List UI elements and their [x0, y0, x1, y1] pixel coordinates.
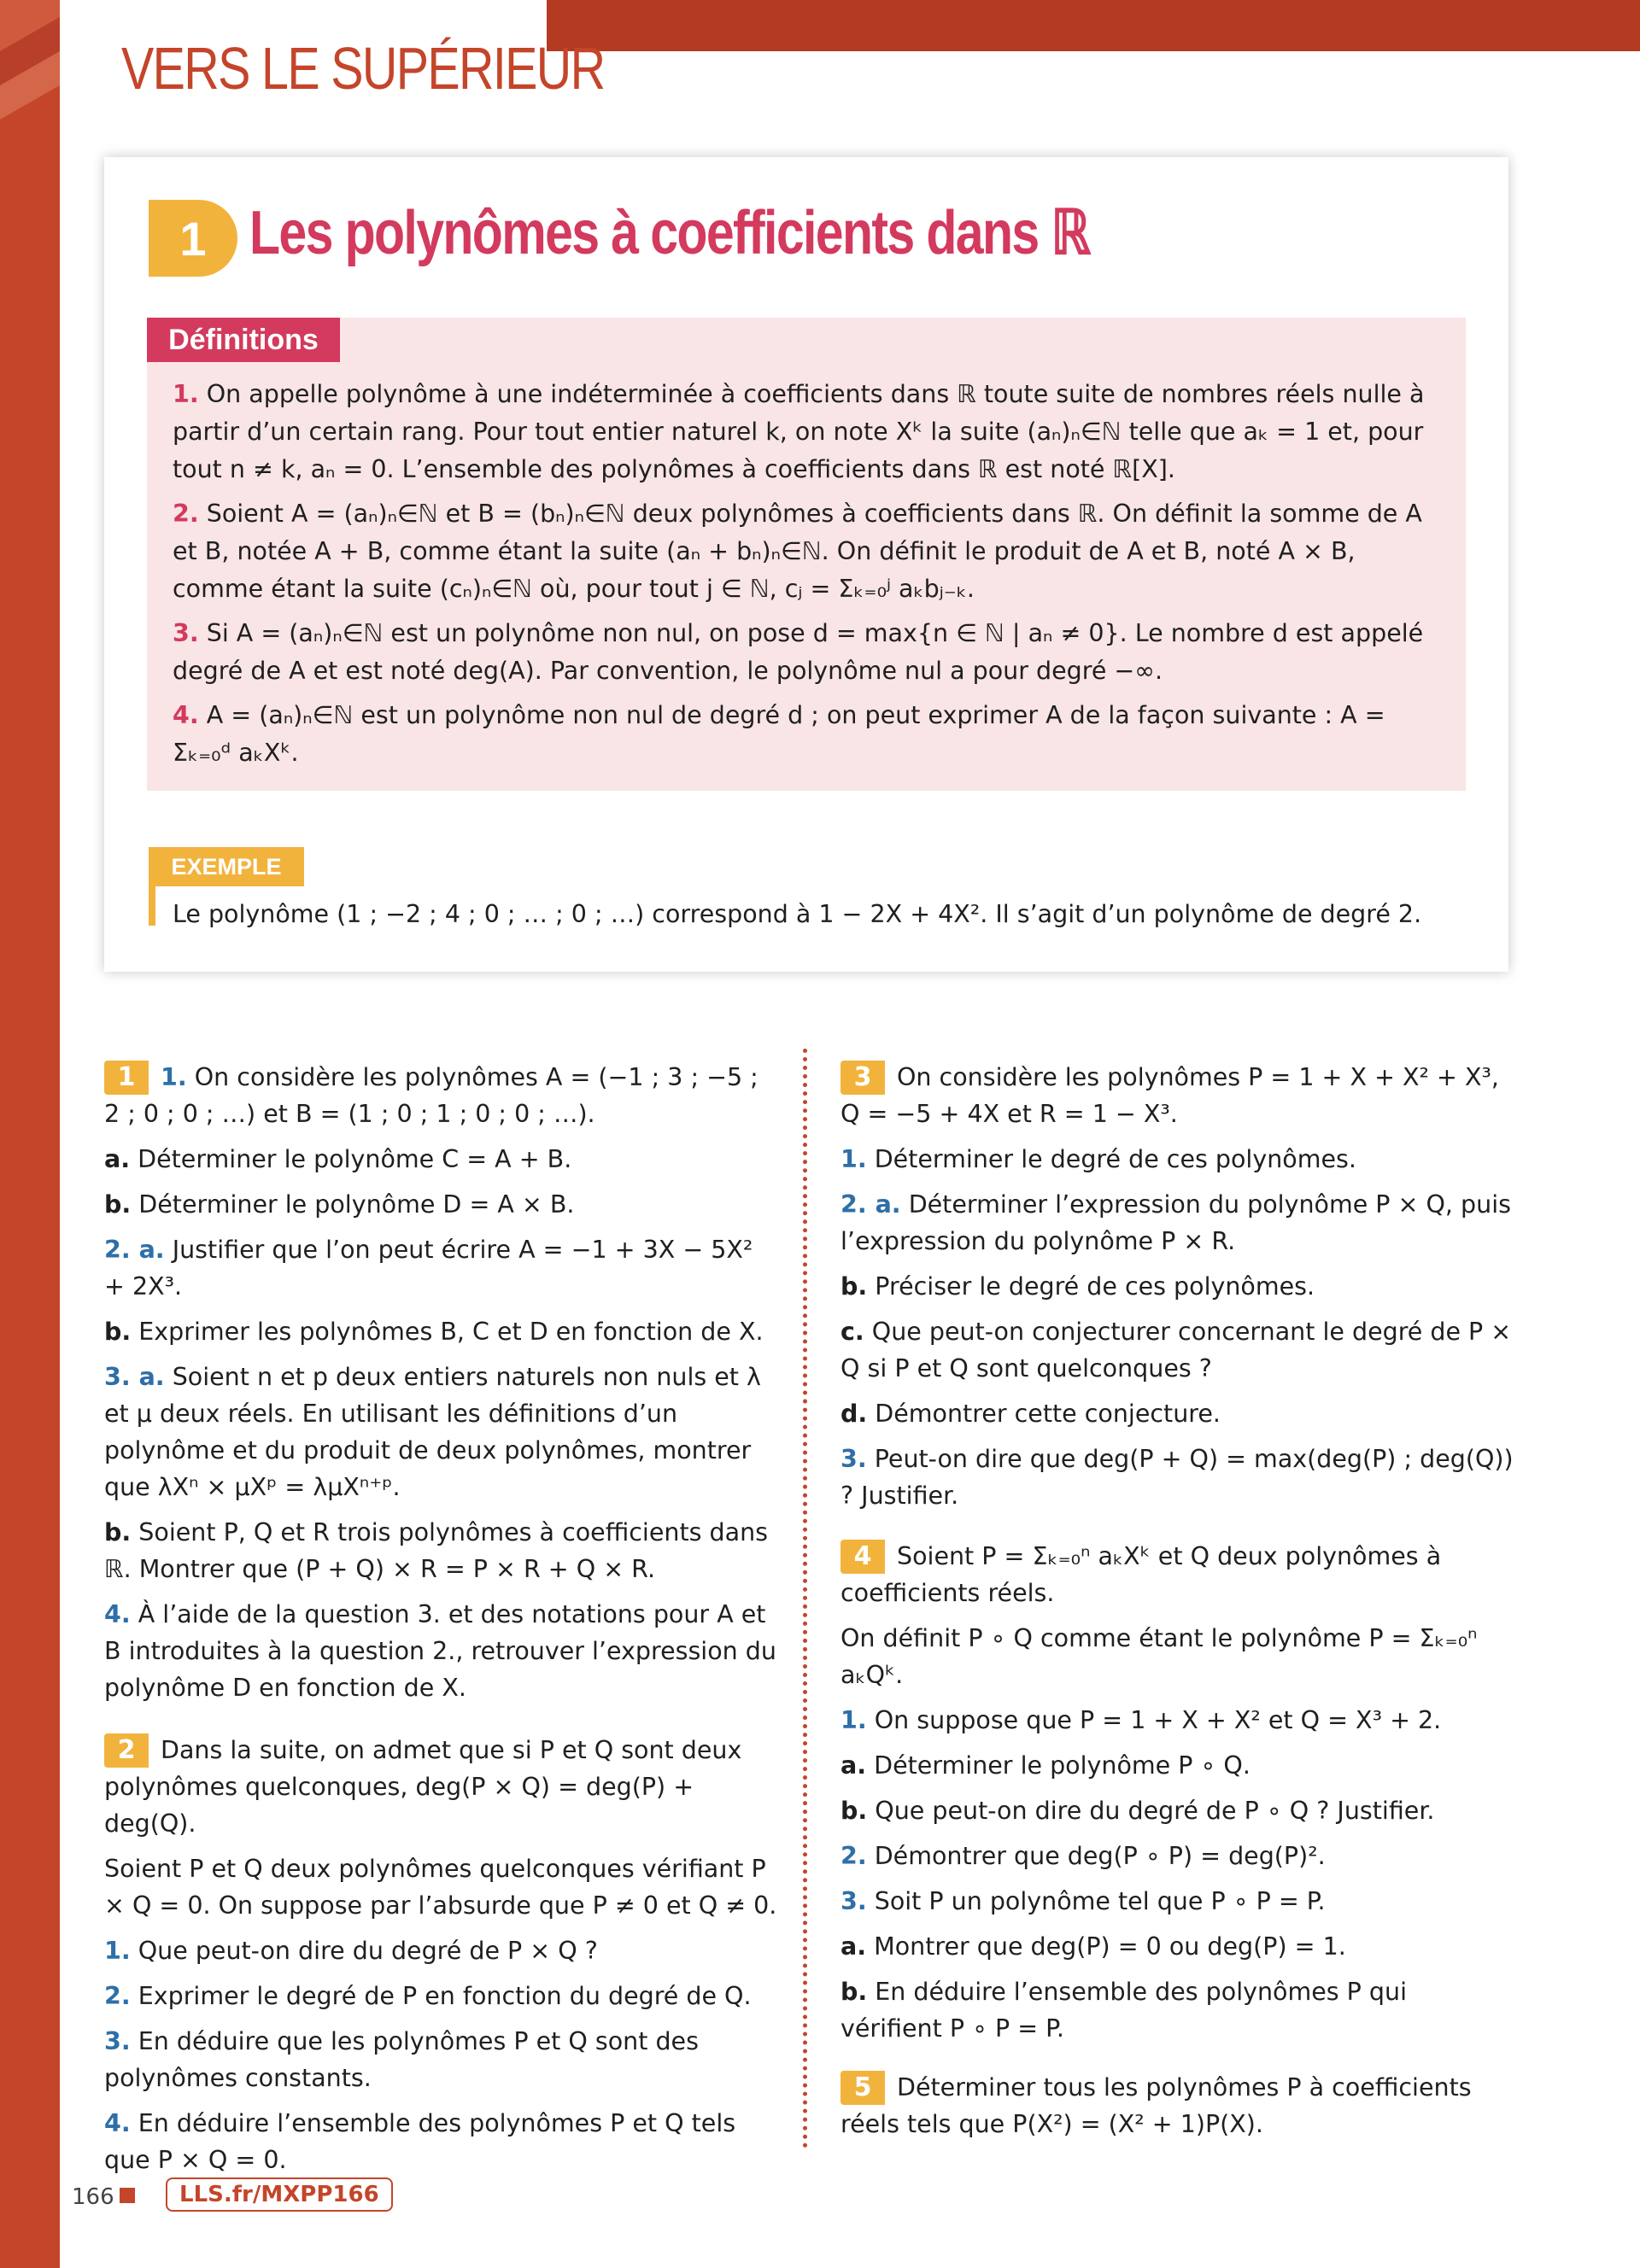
question-text: Préciser le degré de ces polynômes.	[875, 1272, 1315, 1301]
example-text: Le polynôme (1 ; −2 ; 4 ; 0 ; … ; 0 ; …) correspond à 1 − 2X + 4X². Il s’agit d’un polynôme de degré 2.	[173, 900, 1422, 928]
question-text: Soient P et Q deux polynômes quelconques vérifiant P × Q = 0. On suppose par l’absurde que P ≠ 0 et Q ≠ 0.	[104, 1855, 777, 1920]
definition-item	[173, 615, 1445, 690]
exercise-line	[104, 1186, 779, 1223]
header-title: VERS LE SUPÉRIEUR	[121, 35, 605, 102]
exercise-line	[840, 1395, 1515, 1432]
exercise-line	[840, 2069, 1515, 2142]
footer-square-icon	[120, 2188, 135, 2203]
question-text: Peut-on dire que deg(P + Q) = max(deg(P) ; deg(Q)) ? Justifier.	[840, 1445, 1514, 1510]
question-label: 2. a.	[840, 1190, 901, 1219]
question-text: On considère les polynômes P = 1 + X + X² + X³, Q = −5 + 4X et R = 1 − X³.	[840, 1063, 1499, 1128]
question-label: 3.	[840, 1887, 867, 1915]
question-label: 2.	[840, 1842, 867, 1870]
question-text: À l’aide de la question 3. et des notations pour A et B introduites à la question 2., retrouver l’expression du polynôme D en fonction de X.	[104, 1600, 776, 1702]
course-card	[104, 157, 1508, 972]
exercise-line	[104, 1141, 779, 1178]
exercise-line	[840, 1186, 1515, 1260]
question-text: Soient n et p deux entiers naturels non nuls et λ et μ deux réels. En utilisant les définitions d’un polynôme et du produit de deux polynômes, montrer que λXⁿ × μXᵖ = λμXⁿ⁺ᵖ.	[104, 1363, 761, 1501]
question-label: b.	[840, 1978, 868, 2006]
question-text: Que peut-on dire du degré de P ∘ Q ? Justifier.	[875, 1797, 1435, 1825]
definition-number: 3.	[173, 619, 199, 647]
question-text: En déduire l’ensemble des polynômes P et Q tels que P × Q = 0.	[104, 2109, 736, 2174]
page-number: 166	[72, 2184, 114, 2210]
question-label: 2. a.	[104, 1236, 165, 1264]
exercise-1	[104, 1059, 779, 1706]
question-text: Que peut-on conjecturer concernant le degré de P × Q si P et Q sont quelconques ?	[840, 1318, 1512, 1382]
definition-text: Si A = (aₙ)ₙ∈ℕ est un polynôme non nul, on pose d = max{n ∈ ℕ | aₙ ≠ 0}. Le nombre d est appelé degré de A et est noté deg(A). Par convention, le polynôme nul a pour degré −∞.	[173, 619, 1424, 685]
section-number-badge: 1	[149, 200, 237, 277]
question-text: Justifier que l’on peut écrire A = −1 + 3X − 5X² + 2X³.	[104, 1236, 753, 1301]
question-text: Exprimer les polynômes B, C et D en fonction de X.	[138, 1318, 764, 1346]
question-label: d.	[840, 1400, 868, 1428]
exercise-line	[840, 1702, 1515, 1739]
question-text: Soient P, Q et R trois polynômes à coefficients dans ℝ. Montrer que (P + Q) × R = P × R + Q × R.	[104, 1518, 768, 1583]
question-label: b.	[840, 1272, 868, 1301]
question-text: Démontrer cette conjecture.	[875, 1400, 1221, 1428]
question-label: b.	[104, 1318, 132, 1346]
question-text: Déterminer l’expression du polynôme P × Q, puis l’expression du polynôme P × R.	[840, 1190, 1511, 1255]
exercise-line	[104, 2023, 779, 2096]
question-text: On définit P ∘ Q comme étant le polynôme P = Σₖ₌₀ⁿ aₖQᵏ.	[840, 1624, 1478, 1689]
definitions-text	[173, 376, 1445, 779]
question-label: 4.	[104, 2109, 131, 2137]
question-text: On suppose que P = 1 + X + X² et Q = X³ + 2.	[874, 1706, 1442, 1734]
column-divider	[803, 1049, 807, 2148]
question-text: Déterminer le degré de ces polynômes.	[874, 1145, 1356, 1173]
header-bar	[547, 0, 1640, 51]
question-text: Dans la suite, on admet que si P et Q sont deux polynômes quelconques, deg(P × Q) = deg(P) + deg(Q).	[104, 1736, 742, 1838]
question-text: Déterminer le polynôme C = A + B.	[138, 1145, 572, 1173]
question-text: Exprimer le degré de P en fonction du degré de Q.	[138, 1982, 752, 2010]
question-label: 3.	[840, 1445, 867, 1473]
definition-text: Soient A = (aₙ)ₙ∈ℕ et B = (bₙ)ₙ∈ℕ deux polynômes à coefficients dans ℝ. On définit la somme de A et B, notée A + B, comme étant la suite (aₙ + bₙ)ₙ∈ℕ. On définit le produit de A et B, noté A × B, comme étant la suite (cₙ)ₙ∈ℕ où, pour tout j ∈ ℕ, cⱼ = Σₖ₌₀ʲ aₖbⱼ₋ₖ.	[173, 500, 1422, 603]
section-title: Les polynômes à coefficients dans ℝ	[249, 199, 1090, 267]
question-text: En déduire l’ensemble des polynômes P qui vérifient P ∘ P = P.	[840, 1978, 1407, 2043]
definition-item	[173, 697, 1445, 772]
definitions-label: Définitions	[147, 318, 340, 362]
question-label: 1.	[840, 1145, 867, 1173]
exercise-number-badge: 4	[840, 1540, 885, 1574]
definition-item	[173, 376, 1445, 488]
definition-text: On appelle polynôme à une indéterminée à coefficients dans ℝ toute suite de nombres réels nulle à partir d’un certain rang. Pour tout entier naturel k, on note Xᵏ la suite (aₙ)ₙ∈ℕ telle que aₖ = 1 et, pour tout n ≠ k, aₙ = 0. L’ensemble des polynômes à coefficients dans ℝ est noté ℝ[X].	[173, 380, 1425, 483]
exercise-line	[840, 1441, 1515, 1514]
exercises-left-column	[104, 1059, 779, 2195]
exercise-line	[840, 1141, 1515, 1178]
exercise-line	[104, 1514, 779, 1587]
exercise-line	[840, 1747, 1515, 1784]
footer-link[interactable]: LLS.fr/MXPP166	[166, 2177, 393, 2212]
definition-text: A = (aₙ)ₙ∈ℕ est un polynôme non nul de degré d ; on peut exprimer A de la façon suivante : A = Σₖ₌₀ᵈ aₖXᵏ.	[173, 701, 1385, 767]
example-label: EXEMPLE	[149, 847, 304, 886]
definition-number: 4.	[173, 701, 199, 729]
question-text: Soient P = Σₖ₌₀ⁿ aₖXᵏ et Q deux polynômes à coefficients réels.	[840, 1542, 1442, 1607]
question-label: 3. a.	[104, 1363, 165, 1391]
exercise-number-badge: 1	[104, 1061, 149, 1095]
question-label: a.	[104, 1145, 131, 1173]
question-text: En déduire que les polynômes P et Q sont des polynômes constants.	[104, 2027, 699, 2092]
question-label: a.	[840, 1932, 867, 1961]
exercise-line	[840, 1883, 1515, 1920]
exercise-2	[104, 1732, 779, 2178]
exercise-line	[104, 1596, 779, 1706]
question-label: 1.	[104, 1937, 131, 1965]
decorative-pattern-icon	[0, 0, 60, 120]
exercise-line	[840, 1973, 1515, 2047]
question-text: Déterminer le polynôme P ∘ Q.	[874, 1751, 1250, 1780]
exercise-line	[840, 1792, 1515, 1829]
question-label: 1.	[840, 1706, 867, 1734]
definition-item	[173, 495, 1445, 608]
left-sidebar	[0, 0, 60, 2268]
question-label: 2.	[104, 1982, 131, 2010]
question-text: Déterminer tous les polynômes P à coefficients réels tels que P(X²) = (X² + 1)P(X).	[840, 2073, 1472, 2138]
exercise-number-badge: 5	[840, 2071, 885, 2105]
exercise-number-badge: 2	[104, 1733, 149, 1768]
question-label: b.	[104, 1190, 132, 1219]
definitions-box	[147, 318, 1466, 791]
exercise-line	[840, 1838, 1515, 1874]
definition-number: 1.	[173, 380, 199, 408]
question-label: 1.	[161, 1063, 187, 1091]
question-label: b.	[104, 1518, 132, 1546]
exercise-3	[840, 1059, 1515, 1514]
exercise-line	[104, 1732, 779, 1842]
exercise-line	[104, 1059, 779, 1132]
question-text: Montrer que deg(P) = 0 ou deg(P) = 1.	[874, 1932, 1346, 1961]
exercise-line	[104, 1978, 779, 2014]
exercise-line	[104, 1313, 779, 1350]
exercises-right-column	[840, 1059, 1515, 2151]
question-text: On considère les polynômes A = (−1 ; 3 ; −5 ; 2 ; 0 ; 0 ; …) et B = (1 ; 0 ; 1 ; 0 ; 0 ; …).	[104, 1063, 758, 1128]
exercise-number-badge: 3	[840, 1061, 885, 1095]
exercise-line	[840, 1268, 1515, 1305]
question-label: b.	[840, 1797, 868, 1825]
question-text: Déterminer le polynôme D = A × B.	[138, 1190, 575, 1219]
exercise-line	[104, 1850, 779, 1924]
exercise-line	[840, 1620, 1515, 1693]
exercise-5	[840, 2069, 1515, 2142]
exercise-line	[840, 1059, 1515, 1132]
question-text: Démontrer que deg(P ∘ P) = deg(P)².	[874, 1842, 1326, 1870]
question-label: a.	[840, 1751, 867, 1780]
exercise-line	[104, 2105, 779, 2178]
exercise-line	[104, 1231, 779, 1305]
definition-number: 2.	[173, 500, 199, 528]
exercise-line	[104, 1359, 779, 1505]
question-label: 3.	[104, 2027, 131, 2055]
question-text: Soit P un polynôme tel que P ∘ P = P.	[874, 1887, 1326, 1915]
exercise-line	[840, 1313, 1515, 1387]
question-text: Que peut-on dire du degré de P × Q ?	[138, 1937, 598, 1965]
question-label: 4.	[104, 1600, 131, 1628]
exercise-4	[840, 1538, 1515, 2047]
exercise-line	[840, 1538, 1515, 1611]
exercise-line	[104, 1932, 779, 1969]
question-label: c.	[840, 1318, 864, 1346]
exercise-line	[840, 1928, 1515, 1965]
